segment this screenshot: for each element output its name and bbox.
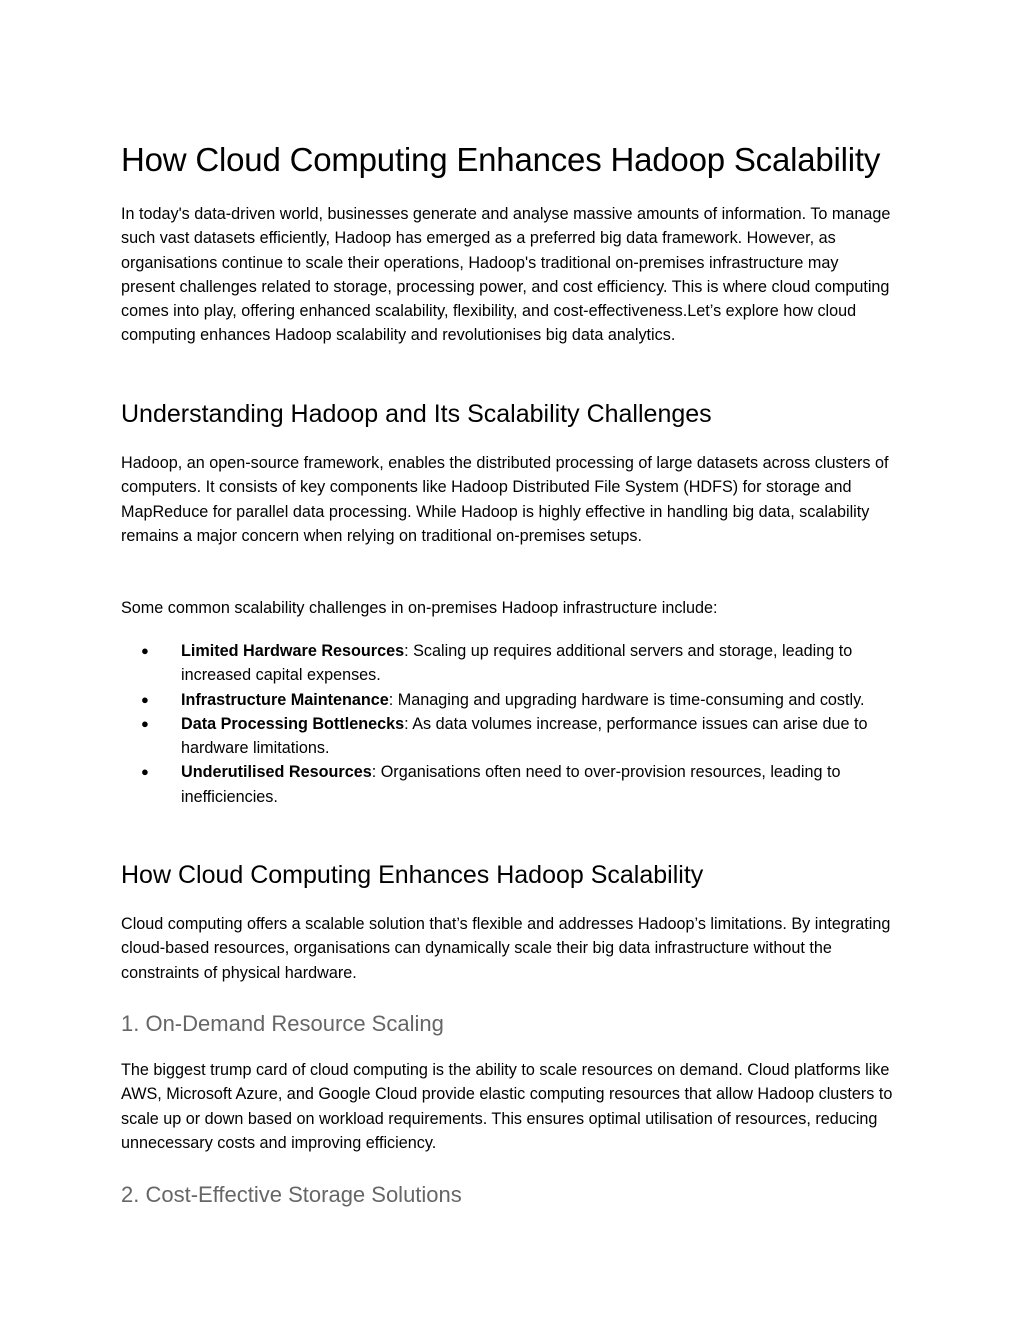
list-item-description: : Scaling up requires additional servers and storage, leading to increased capital expenses. [181, 642, 853, 685]
intro-paragraph: In today's data-driven world, businesses generate and analyse massive amounts of information. To manage such vast datasets efficiently, Hadoop has emerged as a preferred big data framework. However, as organisations continue to scale their operations, Hadoop's traditional on-premises infrastructure may present challenges related to storage, processing power, and cost efficiency. This is where cloud computing comes into play, offering enhanced scalability, flexibility, and cost-effectiveness.Let’s explore how cloud computing enhances Hadoop scalability and revolutionises big data analytics. [121, 205, 891, 345]
list-item-description: : As data volumes increase, performance issues can arise due to hardware limitations. [181, 714, 868, 758]
bullet-icon: ● [141, 691, 149, 707]
challenges-list [121, 639, 896, 809]
list-item-description: : Managing and upgrading hardware is time-consuming and costly. [388, 690, 865, 709]
list-item-term: Underutilised Resources [181, 763, 372, 782]
list-item-term: Limited Hardware Resources [181, 642, 405, 660]
list-item-term: Infrastructure Maintenance [181, 690, 389, 709]
list-item [121, 760, 896, 809]
section-heading-hadoop-challenges: Understanding Hadoop and Its Scalability Challenges [121, 400, 712, 428]
list-item [121, 712, 896, 761]
bullet-icon: ● [141, 764, 149, 780]
subheading-on-demand-scaling: 1. On-Demand Resource Scaling [121, 1011, 444, 1036]
list-item-term: Data Processing Bottlenecks [181, 714, 405, 733]
challenges-intro-paragraph: Some common scalability challenges in on-premises Hadoop infrastructure include: [121, 599, 718, 617]
page-title: How Cloud Computing Enhances Hadoop Scalability [121, 141, 881, 178]
on-demand-scaling-paragraph: The biggest trump card of cloud computing is the ability to scale resources on demand. Cloud platforms like AWS, Microsoft Azure, and Google Cloud provide elastic computing resources that allow Hadoop clusters to scale up or down based on workload requirements. This ensures optimal utilisation of resources, reducing unnecessary costs and improving efficiency. [121, 1061, 893, 1152]
bullet-icon: ● [141, 715, 149, 731]
cloud-overview-paragraph: Cloud computing offers a scalable solution that’s flexible and addresses Hadoop’s limitations. By integrating cloud-based resources, organisations can dynamically scale their big data infrastructure without the constraints of physical hardware. [121, 915, 891, 982]
section-heading-cloud-enhances: How Cloud Computing Enhances Hadoop Scalability [121, 861, 704, 889]
hadoop-overview-paragraph: Hadoop, an open-source framework, enables the distributed processing of large datasets across clusters of computers. It consists of key components like Hadoop Distributed File System (HDFS) for storage and MapReduce for parallel data processing. While Hadoop is highly effective in handling big data, scalability remains a major concern when relying on traditional on-premises setups. [121, 454, 889, 545]
list-item [121, 639, 896, 688]
subheading-cost-effective-storage: 2. Cost-Effective Storage Solutions [121, 1182, 462, 1207]
bullet-icon: ● [141, 643, 149, 658]
list-item-description: : Organisations often need to over-provision resources, leading to inefficiencies. [181, 763, 841, 806]
list-item [121, 688, 896, 712]
